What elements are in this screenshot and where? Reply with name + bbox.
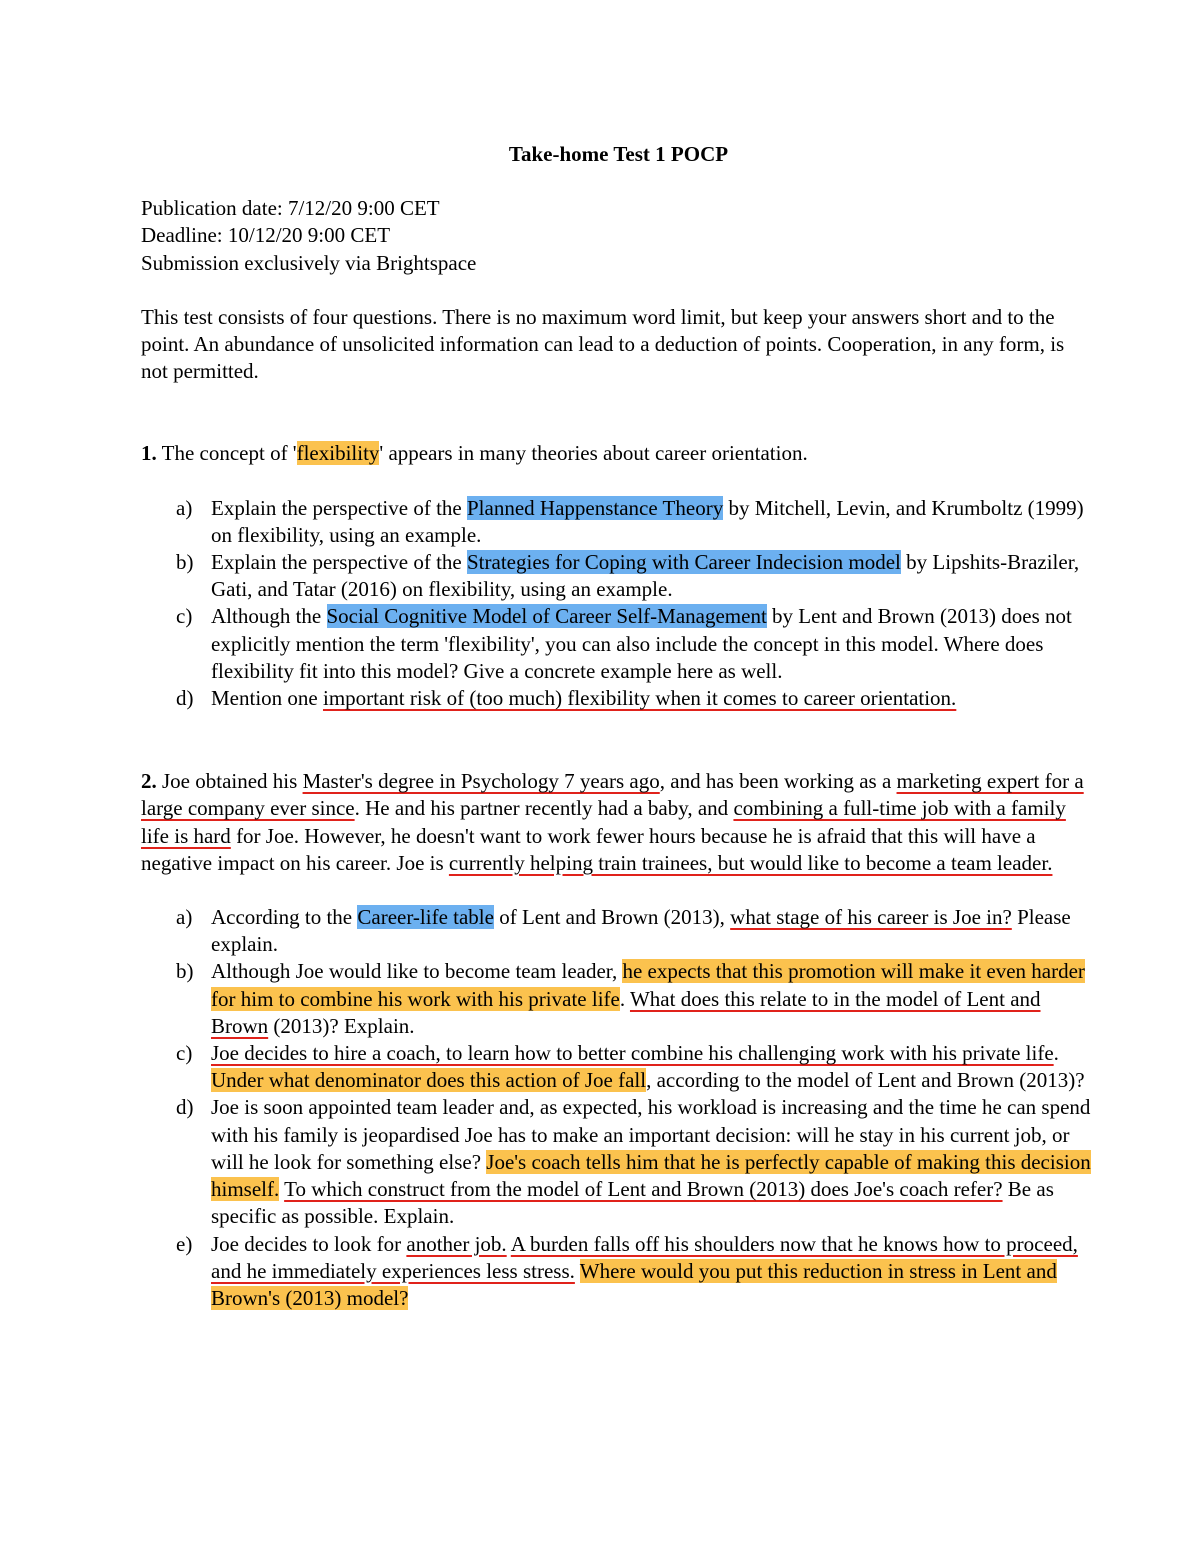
question-text: . He and his partner recently had a baby, and	[354, 796, 734, 821]
document-content	[141, 141, 1096, 1312]
underline: another job.	[406, 1231, 507, 1256]
question-text: Joe obtained his	[156, 769, 303, 794]
item-text: , according to the model of Lent and Brown (2013)?	[646, 1068, 1085, 1093]
question-2	[141, 768, 1096, 877]
item-text: Joe is soon appointed team leader and, as expected, his workload is increasing and the time he can spend with his family is jeopardised Joe has to make an important decision: will he stay in his current job, or will he look for something else?	[211, 1095, 1091, 1174]
highlight: flexibility	[296, 441, 380, 466]
item-label: b)	[176, 959, 194, 984]
underline: A burden falls off his shoulders now that he knows how to proceed, and he immediately experiences less stress.	[211, 1231, 1078, 1283]
item-text: According to the	[211, 905, 358, 930]
question-number: 1.	[141, 441, 157, 466]
item-label: d)	[176, 686, 194, 711]
subquestion-2b	[141, 958, 1096, 1040]
item-text: of Lent and Brown (2013),	[493, 905, 731, 930]
item-text: by Lipshits-Braziler, Gati, and Tatar (2016) on flexibility, using an example.	[211, 550, 1080, 602]
item-label: b)	[176, 550, 194, 575]
highlight: Planned Happenstance Theory	[467, 495, 724, 520]
item-text: .	[619, 986, 630, 1011]
item-text: Explain the perspective of the	[211, 495, 467, 520]
subquestion-2e	[141, 1231, 1096, 1313]
item-text: Joe decides to look for	[211, 1231, 407, 1256]
subquestion-1c	[141, 603, 1096, 685]
item-text: Be as specific as possible. Explain.	[211, 1177, 1054, 1229]
item-text: by Mitchell, Levin, and Krumboltz (1999) on flexibility, using an example.	[211, 495, 1084, 547]
item-label: c)	[176, 604, 193, 629]
highlight: Career-life table	[357, 905, 494, 930]
highlight: Strategies for Coping with Career Indecision model	[467, 550, 901, 575]
item-text: Mention one	[211, 686, 323, 711]
underline: What does this relate to in the model of Lent and Brown	[211, 986, 1041, 1038]
highlight: he expects that this promotion will make it even harder for him to combine his work with his private life	[211, 959, 1085, 1011]
item-text: (2013)? Explain.	[268, 1013, 415, 1038]
underline: what stage of his career is Joe in?	[730, 905, 1012, 930]
deadline: Deadline: 10/12/20 9:00 CET	[141, 223, 391, 248]
item-text: Please explain.	[211, 905, 1071, 957]
question-text: ' appears in many theories about career orientation.	[379, 441, 808, 466]
page-title: Take-home Test 1 POCP	[508, 142, 729, 166]
highlight: Under what denominator does this action of Joe fall	[211, 1068, 647, 1093]
item-text: by Lent and Brown (2013) does not explicitly mention the term 'flexibility', you can also include the concept in this model. Where does flexibility fit into this model? Give a concrete example here as well.	[211, 604, 1072, 683]
underline: Master's degree in Psychology 7 years ago	[302, 769, 660, 794]
highlight: Joe's coach tells him that he is perfectly capable of making this decision himself.	[211, 1149, 1091, 1202]
intro-paragraph: This test consists of four questions. There is no maximum word limit, but keep your answers short and to the point. An abundance of unsolicited information can lead to a deduction of points. Cooperation, in any form, is not permitted.	[141, 304, 1065, 384]
question-2-subquestions	[141, 904, 1096, 1312]
question-text: for Joe. However, he doesn't want to work fewer hours because he is afraid that this will have a negative impact on his career. Joe is	[141, 823, 1036, 875]
question-text: The concept of '	[156, 441, 297, 466]
underline: Joe decides to hire a coach, to learn how to better combine his challenging work with his private life	[211, 1041, 1054, 1066]
item-label: a)	[176, 495, 193, 520]
underline: marketing expert for a large company ever since	[141, 769, 1084, 821]
item-label: c)	[176, 1041, 193, 1066]
item-text: Although the	[211, 604, 327, 629]
underline: important risk of (too much) flexibility when it comes to career orientation.	[322, 686, 957, 711]
highlight: Where would you put this reduction in stress in Lent and Brown's (2013) model?	[211, 1258, 1057, 1310]
question-1-subquestions	[141, 495, 1096, 713]
item-text: .	[1053, 1041, 1059, 1066]
subquestion-2a	[141, 904, 1096, 958]
highlight: Social Cognitive Model of Career Self-Management	[326, 604, 767, 629]
publication-date: Publication date: 7/12/20 9:00 CET	[141, 196, 440, 221]
item-label: e)	[176, 1231, 193, 1256]
question-text: , and has been working as a	[659, 769, 897, 794]
question-number: 2.	[141, 769, 157, 794]
underline: To which construct from the model of Lent and Brown (2013) does Joe's coach refer?	[284, 1177, 1003, 1202]
item-text: Although Joe would like to become team leader,	[211, 959, 623, 984]
item-label: d)	[176, 1095, 194, 1120]
item-label: a)	[176, 905, 193, 930]
subquestion-1a	[141, 495, 1096, 549]
test-meta	[141, 195, 1096, 277]
subquestion-2d	[141, 1094, 1096, 1230]
subquestion-1b	[141, 549, 1096, 603]
underline: currently helping train trainees, but would like to become a team leader.	[448, 850, 1053, 875]
subquestion-1d	[141, 685, 1096, 712]
underline: combining a full-time job with a family life is hard	[141, 796, 1066, 848]
subquestion-2c	[141, 1040, 1096, 1094]
question-1	[141, 440, 1096, 467]
item-text: Explain the perspective of the	[211, 550, 467, 575]
submission-info: Submission exclusively via Brightspace	[141, 250, 477, 275]
